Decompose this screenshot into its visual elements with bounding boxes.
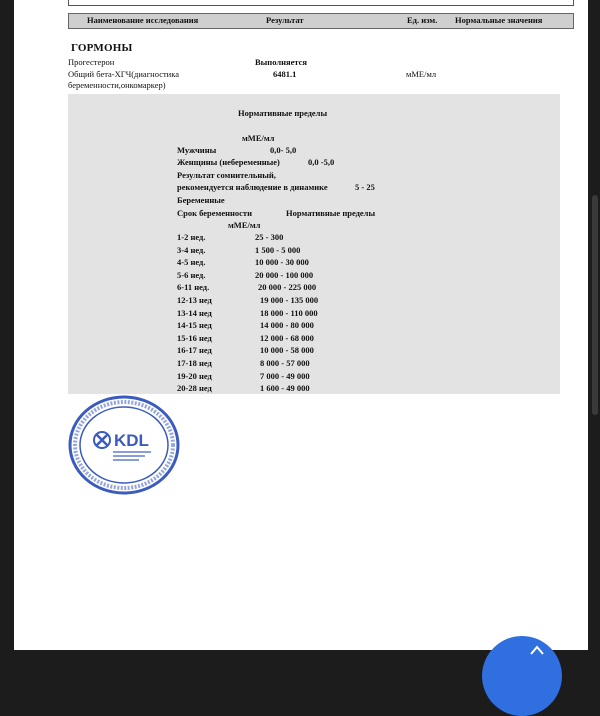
term-range: 20 000 - 225 000 bbox=[258, 282, 317, 293]
header-normal: Нормальные значения bbox=[455, 15, 543, 25]
term-range: 18 000 - 110 000 bbox=[260, 307, 318, 318]
table-header bbox=[68, 13, 574, 29]
term-range: 20 000 - 100 000 bbox=[255, 269, 314, 280]
limits-header: Нормативные пределы bbox=[286, 208, 376, 218]
term-label: 16-17 нед bbox=[177, 345, 212, 356]
row-progesterone-name: Прогестерон bbox=[68, 57, 115, 67]
term-label: 3-4 нед. bbox=[177, 244, 206, 255]
term-range: 10 000 - 30 000 bbox=[255, 257, 309, 268]
term-header: Срок беременности bbox=[177, 208, 253, 218]
term-range: 14 000 - 80 000 bbox=[260, 320, 314, 331]
term-label: 15-16 нед bbox=[177, 332, 212, 343]
men-value: 0,0- 5,0 bbox=[270, 145, 297, 155]
floating-action-button[interactable] bbox=[482, 636, 562, 716]
chevron-up-icon bbox=[530, 645, 544, 655]
row-hcg-name-1: Общий бета-ХГЧ(диагностика bbox=[68, 69, 179, 79]
term-range: 8 000 - 57 000 bbox=[260, 358, 310, 368]
term-range: 12 000 - 68 000 bbox=[260, 332, 314, 343]
term-label: 5-6 нед. bbox=[177, 269, 206, 280]
term-label: 17-18 нед bbox=[177, 358, 212, 368]
term-label: 13-14 нед bbox=[177, 307, 212, 318]
document-page bbox=[14, 0, 588, 650]
doubtful-line-1: Результат сомнительный, bbox=[177, 170, 276, 180]
women-value: 0,0 -5,0 bbox=[308, 157, 335, 167]
top-frame bbox=[68, 0, 574, 6]
row-hcg-name-2: беременности,онкомаркер) bbox=[68, 80, 166, 90]
header-name: Наименование исследования bbox=[87, 15, 199, 25]
doubtful-line-2: рекомендуется наблюдение в динамике bbox=[177, 182, 328, 192]
reference-title: Нормативные пределы bbox=[238, 108, 328, 118]
reference-box bbox=[68, 94, 560, 394]
term-range: 1 500 - 5 000 bbox=[255, 244, 301, 255]
term-label: 19-20 нед bbox=[177, 370, 212, 381]
term-range: 7 000 - 49 000 bbox=[260, 370, 310, 381]
term-range: 10 000 - 58 000 bbox=[260, 345, 314, 356]
term-label: 6-11 нед. bbox=[177, 282, 210, 293]
section-title: ГОРМОНЫ bbox=[71, 42, 133, 54]
term-label: 20-28 нед bbox=[177, 383, 212, 394]
men-label: Мужчины bbox=[177, 145, 217, 155]
header-unit: Ед. изм. bbox=[407, 15, 438, 25]
term-range: 19 000 - 135 000 bbox=[260, 295, 319, 305]
term-label: 4-5 нед. bbox=[177, 257, 206, 268]
term-range: 1 600 - 49 000 bbox=[260, 383, 310, 394]
limits-unit: мМЕ/мл bbox=[228, 220, 261, 230]
row-progesterone-result: Выполняется bbox=[255, 57, 308, 67]
reference-unit: мМЕ/мл bbox=[242, 133, 275, 143]
scrollbar-thumb[interactable] bbox=[592, 195, 598, 415]
row-hcg-unit: мМЕ/мл bbox=[406, 69, 437, 79]
pregnant-label: Беременные bbox=[177, 195, 225, 205]
stamp-logo-text: KDL bbox=[114, 431, 149, 450]
kdl-logo-icon bbox=[94, 432, 110, 448]
term-label: 1-2 нед. bbox=[177, 232, 206, 242]
term-range: 25 - 300 bbox=[255, 232, 284, 242]
header-result: Результат bbox=[266, 15, 304, 25]
doubtful-value: 5 - 25 bbox=[355, 182, 375, 192]
term-label: 12-13 нед bbox=[177, 295, 212, 305]
lab-stamp bbox=[66, 393, 184, 499]
row-hcg-result: 6481.1 bbox=[273, 69, 297, 79]
term-label: 14-15 нед bbox=[177, 320, 212, 331]
women-label: Женщины (небеременные) bbox=[177, 157, 280, 167]
